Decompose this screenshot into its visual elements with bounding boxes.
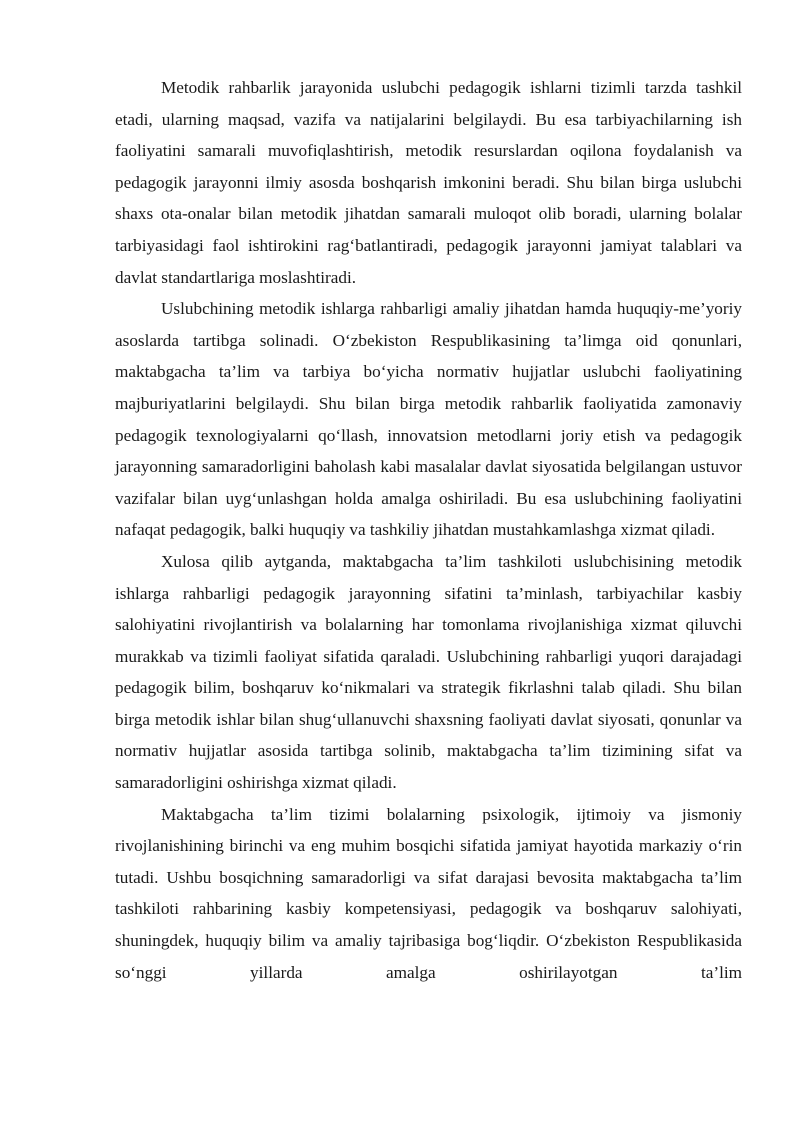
paragraph-xulosa: Xulosa qilib aytganda, maktabgacha ta’lim tashkiloti uslubchisining metodik ishlarga rahbarligi pedagogik jarayonning sifatini ta’minlash, tarbiyachilar kasbiy salohiyatini rivojlantirish va bolalarning har tomonlama rivojlanishiga xizmat qiluvchi murakkab va tizimli faoliyat sifatida qaraladi. Uslubchining rahbarligi yuqori darajadagi pedagogik bilim, boshqaruv ko‘nikmalari va strategik fikrlashni talab qiladi. Shu bilan birga metodik ishlar bilan shug‘ullanuvchi shaxsning faoliyati davlat siyosati, qonunlar va normativ hujjatlar asosida tartibga solinib, maktabgacha ta’lim tizimining sifat va samaradorligini oshirishga xizmat qiladi. [115,551,742,793]
paragraph-metodik-rahbarlik: Metodik rahbarlik jarayonida uslubchi pedagogik ishlarni tizimli tarzda tashkil etadi, ularning maqsad, vazifa va natijalarini belgilaydi. Bu esa tarbiyachilarning ish faoliyatini samarali muvofiqlashtirish, metodik resurslardan oqilona foydalanish va pedagogik jarayonni ilmiy asosda boshqarish imkonini beradi. Shu bilan birga uslubchi shaxs ota-onalar bilan metodik jihatdan samarali muloqot olib boradi, ularning bolalar tarbiyasidagi faol ishtirokini rag‘batlantiradi, pedagogik jarayonni jamiyat talablari va davlat standartlariga moslashtiradi. [115,78,742,287]
document-body [115,72,742,988]
paragraph-maktabgacha-talim: Maktabgacha ta’lim tizimi bolalarning psixologik, ijtimoiy va jismoniy rivojlanishining birinchi va eng muhim bosqichi sifatida jamiyat hayotida markaziy o‘rin tutadi. Ushbu bosqichning samaradorligi va sifat darajasi bevosita maktabgacha ta’lim tashkiloti rahbarining kasbiy kompetensiyasi, pedagogik va boshqaruv salohiyati, shuningdek, huquqiy bilim va amaliy tajribasiga bog‘liqdir. O‘zbekiston Respublikasida so‘nggi yillarda amalga oshirilayotgan ta’lim [115,804,742,982]
paragraph-uslubchining-rahbarligi: Uslubchining metodik ishlarga rahbarligi amaliy jihatdan hamda huquqiy-me’yoriy asoslarda tartibga solinadi. O‘zbekiston Respublikasining ta’limga oid qonunlari, maktabgacha ta’lim va tarbiya bo‘yicha normativ hujjatlar uslubchi faoliyatining majburiyatlarini belgilaydi. Shu bilan birga metodik rahbarlik faoliyatida zamonaviy pedagogik texnologiyalarni qo‘llash, innovatsion metodlarni joriy etish va pedagogik jarayonning samaradorligini baholash kabi masalalar davlat siyosatida belgilangan ustuvor vazifalar bilan uyg‘unlashgan holda amalga oshiriladi. Bu esa uslubchining faoliyatini nafaqat pedagogik, balki huquqiy va tashkiliy jihatdan mustahkamlashga xizmat qiladi. [115,299,742,540]
